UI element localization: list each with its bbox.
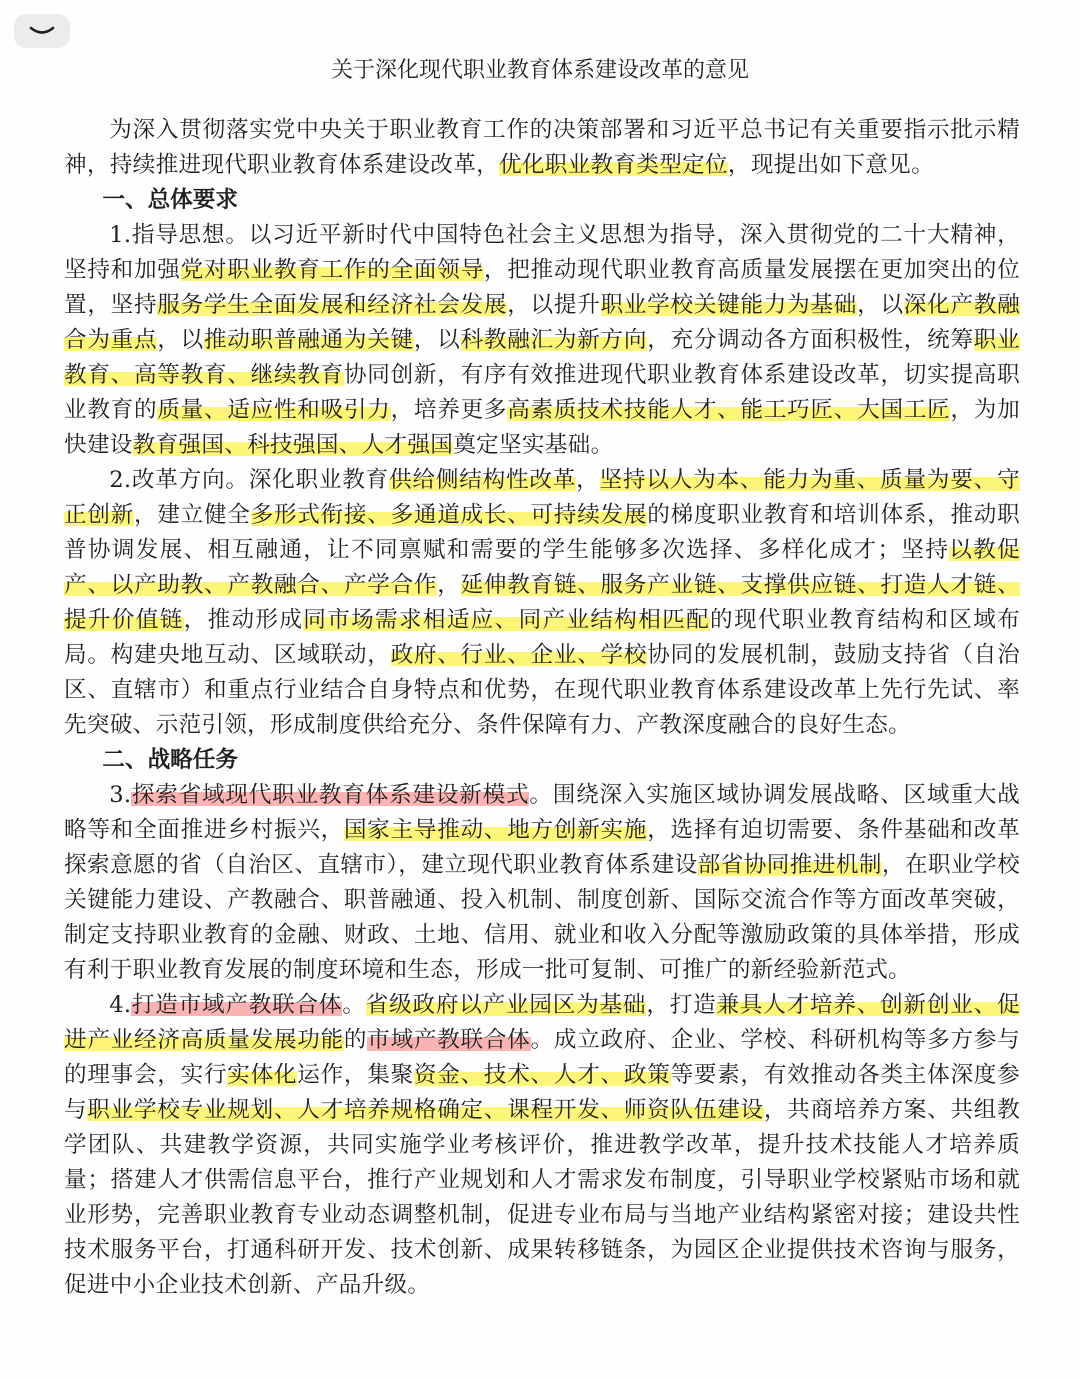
highlight-red: 市域产教联合体 <box>367 1027 531 1053</box>
text-run: ，以 <box>413 327 461 353</box>
text-run: 奠定坚实基础。 <box>453 432 614 458</box>
text-run: 4. <box>109 992 132 1018</box>
highlight-yellow: 延伸教育链、服务产业链、支撑供应链、打造人才链、提升价值链 <box>64 572 1020 633</box>
highlight-yellow: 教育强国、科技强国、人才强国 <box>132 432 454 458</box>
text-run: ，共商培养方案、共组教学团队、共建教学资源，共同实施学业考核评价，推进教学改革，提升技术技能人才培养质量；搭建人才供需信息平台，推行产业规划和人才需求发布制度，引导职业学校紧贴市场和就业形势，完善职业教育专业动态调整机制，促进专业布局与当地产业结构紧密对接；建设共性技术服务平台，打通科研开发、技术创新、成果转移链条，为园区企业提供技术咨询与服务，促进中小企业技术创新、产品升级。 <box>64 1097 1020 1298</box>
text-run: ，把推动现代职业教育高质量发展摆在更加突出的位置，坚持 <box>64 257 1021 318</box>
highlight-yellow: 推动职普融通为关键 <box>203 327 414 353</box>
highlight-yellow: 优化职业教育类型定位 <box>498 152 728 178</box>
text-run: ，在职业学校关键能力建设、产教融合、职普融通、投入机制、制度创新、国际交流合作等方面改革突破，制定支持职业教育的金融、财政、土地、信用、就业和收入分配等激励政策的具体举措，形成有利于职业教育发展的制度环境和生态，形成一批可复制、可推广的新经验新范式。 <box>64 852 1020 983</box>
intro-paragraph <box>64 113 1020 183</box>
text-run: 。成立政府、企业、学校、科研机构等多方参与的理事会，实行 <box>64 1027 1020 1088</box>
text-run: 3. <box>109 782 132 808</box>
highlight-yellow: 深化产教融合为重点 <box>64 292 1020 353</box>
paragraph-guiding-ideology <box>64 218 1020 463</box>
highlight-yellow: 政府、行业、企业、学校 <box>390 642 648 668</box>
highlight-yellow: 以教促产、以产助教、产教融合、产学合作 <box>64 537 1020 598</box>
highlight-yellow: 职业学校专业规划、人才培养规格确定、课程开发、师资队伍建设 <box>87 1097 764 1123</box>
text-run: ，推动形成 <box>183 607 304 633</box>
text-run: ，以 <box>857 292 904 318</box>
text-run: 的现代职业教育结构和区域布局。构建央地互动、区域联动， <box>64 607 1021 668</box>
text-run: ， <box>576 467 600 493</box>
highlight-yellow: 党对职业教育工作的全面领导 <box>180 257 484 283</box>
highlight-yellow: 高素质技术技能人才、能工巧匠、大国工匠 <box>507 397 951 423</box>
collapse-button[interactable] <box>14 14 70 48</box>
highlight-yellow: 同市场需求相适应、同产业结构相匹配 <box>303 607 711 633</box>
text-run: 的梯度职业教育和培训体系，推动职普协调发展、相互融通，让不同禀赋和需要的学生能够多次选择、多样化成才；坚持 <box>64 502 1020 563</box>
text-run: ，培养更多 <box>390 397 508 423</box>
text-run: 2.改革方向。深化职业教育 <box>109 467 390 493</box>
text-run: 的 <box>343 1027 368 1053</box>
highlight-yellow: 质量、适应性和吸引力 <box>157 397 391 423</box>
section-heading-strategic-tasks: 二、战略任务 <box>102 747 238 773</box>
section-heading-general-requirements: 一、总体要求 <box>102 187 238 213</box>
text-run: 协同的发展机制，鼓励支持省（自治区、直辖市）和重点行业结合自身特点和优势，在现代职业教育体系建设改革上先行先试、率先突破、示范引领，形成制度供给充分、条件保障有力、产教深度融合的良好生态。 <box>64 642 1020 738</box>
highlight-yellow: 科教融汇为新方向 <box>460 327 648 353</box>
document-title: 关于深化现代职业教育体系建设改革的意见 <box>330 58 749 83</box>
highlight-red: 打造市域产教联合体 <box>131 992 343 1018</box>
highlight-yellow: 国家主导推动、地方创新实施 <box>343 817 648 843</box>
paragraph-provincial-model <box>64 778 1020 988</box>
text-run: ， <box>437 572 461 598</box>
text-run: 为深入贯彻落实党中央关于职业教育工作的决策部署和习近平总书记有关重要指示批示精神，持续推进现代职业教育体系建设改革， <box>64 117 1020 178</box>
highlight-yellow: 部省协同推进机制 <box>697 852 882 878</box>
text-run: 运作，集聚 <box>297 1062 414 1088</box>
highlight-yellow: 兼具人才培养、创新创业、促进产业经济高质量发展功能 <box>64 992 1020 1053</box>
highlight-yellow: 资金、技术、人才、政策 <box>413 1062 671 1088</box>
paragraph-reform-direction <box>64 463 1020 743</box>
highlight-yellow: 服务学生全面发展和经济社会发展 <box>157 292 508 318</box>
text-run: ，以 <box>157 327 204 353</box>
text-run: ，打造 <box>646 992 717 1018</box>
highlight-yellow: 坚持以人为本、能力为重、质量为要、守正创新 <box>64 467 1020 528</box>
highlight-yellow: 多形式衔接、多通道成长、可持续发展 <box>250 502 648 528</box>
document-body <box>64 113 1020 1303</box>
text-run: 。围绕深入实施区域协调发展战略、区域重大战略等和全面推进乡村振兴， <box>64 782 1020 843</box>
text-run: ，选择有迫切需要、条件基础和改革探索意愿的省（自治区、直辖市），建立现代职业教育体系建设 <box>64 817 1020 878</box>
text-run: ，现提出如下意见。 <box>727 152 934 178</box>
paragraph-city-consortium <box>64 988 1020 1303</box>
text-run: ，以提升 <box>507 292 601 318</box>
text-run: ，为加快建设 <box>64 397 1021 458</box>
text-run: 1.指导思想。以习近平新时代中国特色社会主义思想为指导，深入贯彻党的二十大精神，坚持和加强 <box>64 222 1020 283</box>
highlight-yellow: 实体化 <box>227 1062 298 1088</box>
highlight-red: 探索省域现代职业教育体系建设新模式 <box>131 782 530 808</box>
text-run: 等要素，有效推动各类主体深度参与 <box>64 1062 1021 1123</box>
text-run: 。 <box>342 992 366 1018</box>
highlight-yellow: 职业学校关键能力为基础 <box>600 292 858 318</box>
chevron-down-icon <box>29 25 55 37</box>
text-run: ，建立健全 <box>133 502 251 528</box>
text-run: ，充分调动各方面积极性，统筹 <box>647 327 974 353</box>
highlight-yellow: 省级政府以产业园区为基础 <box>365 992 647 1018</box>
highlight-yellow: 供给侧结构性改革 <box>389 467 577 493</box>
text-run: 协同创新，有序有效推进现代职业教育体系建设改革，切实提高职业教育的 <box>64 362 1020 423</box>
highlight-yellow: 职业教育、高等教育、继续教育 <box>64 327 1021 388</box>
